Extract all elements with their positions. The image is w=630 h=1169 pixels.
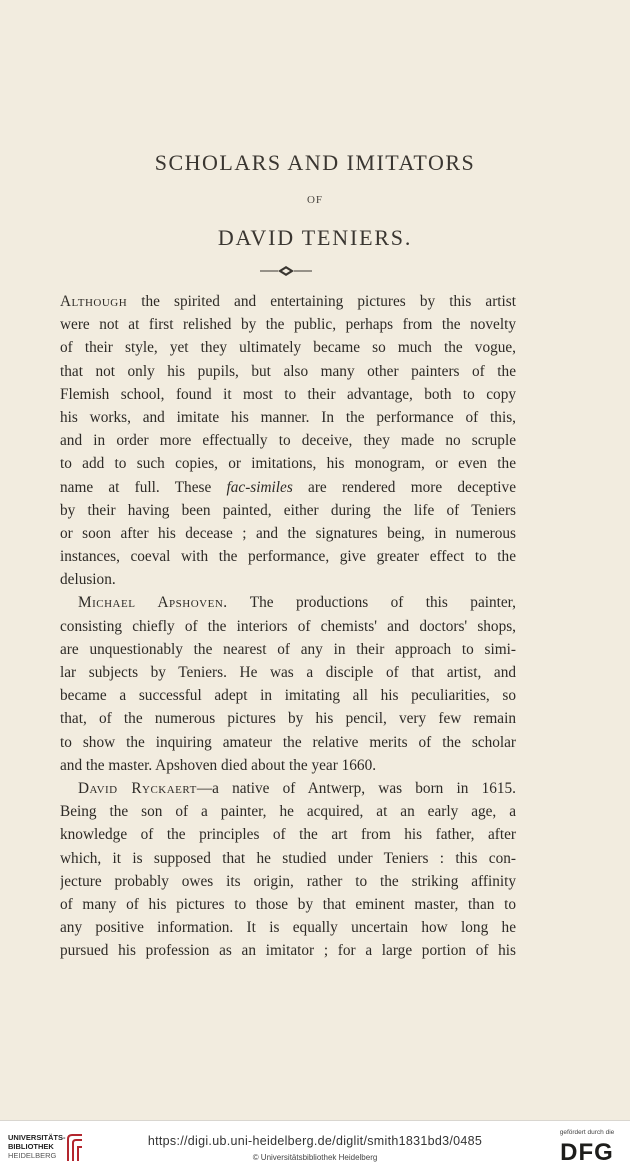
text-line — [60, 800, 516, 823]
text-line-content: consisting chiefly of the interiors of chemists' and doctors' shops, — [60, 617, 516, 635]
text-line-content: which, it is supposed that he studied under Teniers : this con- — [60, 849, 516, 867]
text-line — [60, 638, 516, 661]
text-line-content: Being the son of a painter, he acquired, at an early age, a — [60, 803, 516, 821]
footer-bar — [0, 1120, 630, 1169]
text-line-content: and in order more effectually to deceive, they made no scruple — [60, 432, 516, 450]
text-line-content: lar subjects by Teniers. He was a disciple of that artist, and — [60, 664, 516, 681]
ornament-divider-icon — [258, 264, 314, 278]
text-line — [60, 939, 516, 962]
text-line-content: the spirited and entertaining pictures by this artist — [127, 293, 516, 310]
text-line-content: are rendered more deceptive — [292, 478, 516, 496]
text-line — [60, 707, 516, 730]
text-line — [60, 313, 516, 336]
text-line-content: to add to such copies, or imitations, his monogram, or even the — [60, 455, 516, 473]
text-line — [60, 336, 516, 359]
text-line — [60, 754, 516, 777]
chapter-title-line2: DAVID TENIERS. — [217, 225, 413, 250]
text-line — [60, 499, 516, 522]
small-caps-heading: Michael Apshoven. — [78, 594, 228, 612]
text-line-content: of many of his pictures to those by that eminent master, than to — [60, 895, 516, 913]
library-name-line2: BIBLIOTHEK — [8, 1142, 54, 1151]
chapter-title-of: OF — [306, 194, 324, 206]
text-line-content: pursued his profession as an imitator ; for a large portion of his — [60, 942, 516, 960]
text-line — [60, 383, 516, 406]
text-line — [60, 522, 516, 545]
text-line-content: that, of the numerous pictures by his pencil, very few remain — [60, 710, 516, 728]
text-line-content: —a native of Antwerp, was born in 1615. — [196, 779, 516, 797]
text-line-content: were not at first relished by the public, perhaps from the novelty — [60, 316, 516, 334]
copyright-notice: © Universitätsbibliothek Heidelberg — [252, 1153, 378, 1162]
text-line-content: became a successful adept in imitating all his peculiarities, so — [60, 687, 516, 705]
document-url-link[interactable]: https://digi.ub.uni-heidelberg.de/diglit/smith1831bd3/0485 — [147, 1134, 483, 1148]
text-line — [60, 847, 516, 870]
text-line — [60, 823, 516, 846]
text-line-content: knowledge of the principles of the art from his father, after — [60, 826, 516, 844]
text-line-content: to show the inquiring amateur the relative merits of the scholar — [60, 733, 516, 751]
text-line — [60, 290, 516, 313]
text-line — [60, 684, 516, 707]
text-line — [60, 591, 516, 614]
text-line-content: of their style, yet they ultimately became so much the vogue, — [60, 339, 516, 357]
text-line — [60, 661, 516, 684]
text-line — [60, 406, 516, 429]
text-line — [60, 731, 516, 754]
small-caps-heading: Although — [60, 293, 128, 310]
text-line-content: jecture probably owes its origin, rather to the striking affinity — [60, 872, 516, 890]
text-line-content: or soon after his decease ; and the signatures being, in numerous — [60, 524, 516, 542]
text-line — [60, 870, 516, 893]
text-line-content: Flemish school, found it most to their advantage, both to copy — [60, 385, 516, 403]
funded-by-label: gefördert durch die — [559, 1129, 615, 1136]
chapter-title-line1: SCHOLARS AND IMITATORS — [154, 150, 476, 175]
text-line-content: his works, and imitate his manner. In the performance of this, — [60, 408, 516, 426]
text-line-content: instances, coeval with the performance, give greater effect to the — [60, 548, 516, 566]
text-line-lead: name at full. These — [60, 478, 227, 496]
text-line — [60, 429, 516, 452]
text-line-content: The productions of this painter, — [227, 594, 516, 612]
text-line — [60, 545, 516, 568]
body-text — [60, 290, 516, 962]
text-line-content: are unquestionably the nearest of any in their approach to simi- — [60, 640, 516, 658]
text-line-content: delusion. — [60, 571, 116, 589]
text-line — [60, 777, 516, 800]
dfg-logo[interactable]: DFG — [560, 1139, 614, 1166]
italic-term: fac-similes — [226, 478, 293, 496]
text-line — [60, 452, 516, 475]
library-name-line1: UNIVERSITÄTS- — [8, 1133, 66, 1142]
small-caps-heading: David Ryckaert — [78, 779, 197, 797]
text-line — [60, 893, 516, 916]
text-line-content: any positive information. It is equally uncertain how long he — [60, 919, 516, 937]
text-line — [60, 360, 516, 383]
text-line-content: and the master. Apshoven died about the year 1660. — [60, 756, 377, 774]
text-line — [60, 916, 516, 939]
text-line-content: by their having been painted, either during the life of Teniers — [60, 501, 516, 519]
text-line-content: that not only his pupils, but also many other painters of the — [60, 362, 516, 380]
text-line — [60, 568, 516, 591]
library-name-line3: HEIDELBERG — [8, 1151, 57, 1160]
text-line — [60, 476, 516, 499]
text-line — [60, 615, 516, 638]
